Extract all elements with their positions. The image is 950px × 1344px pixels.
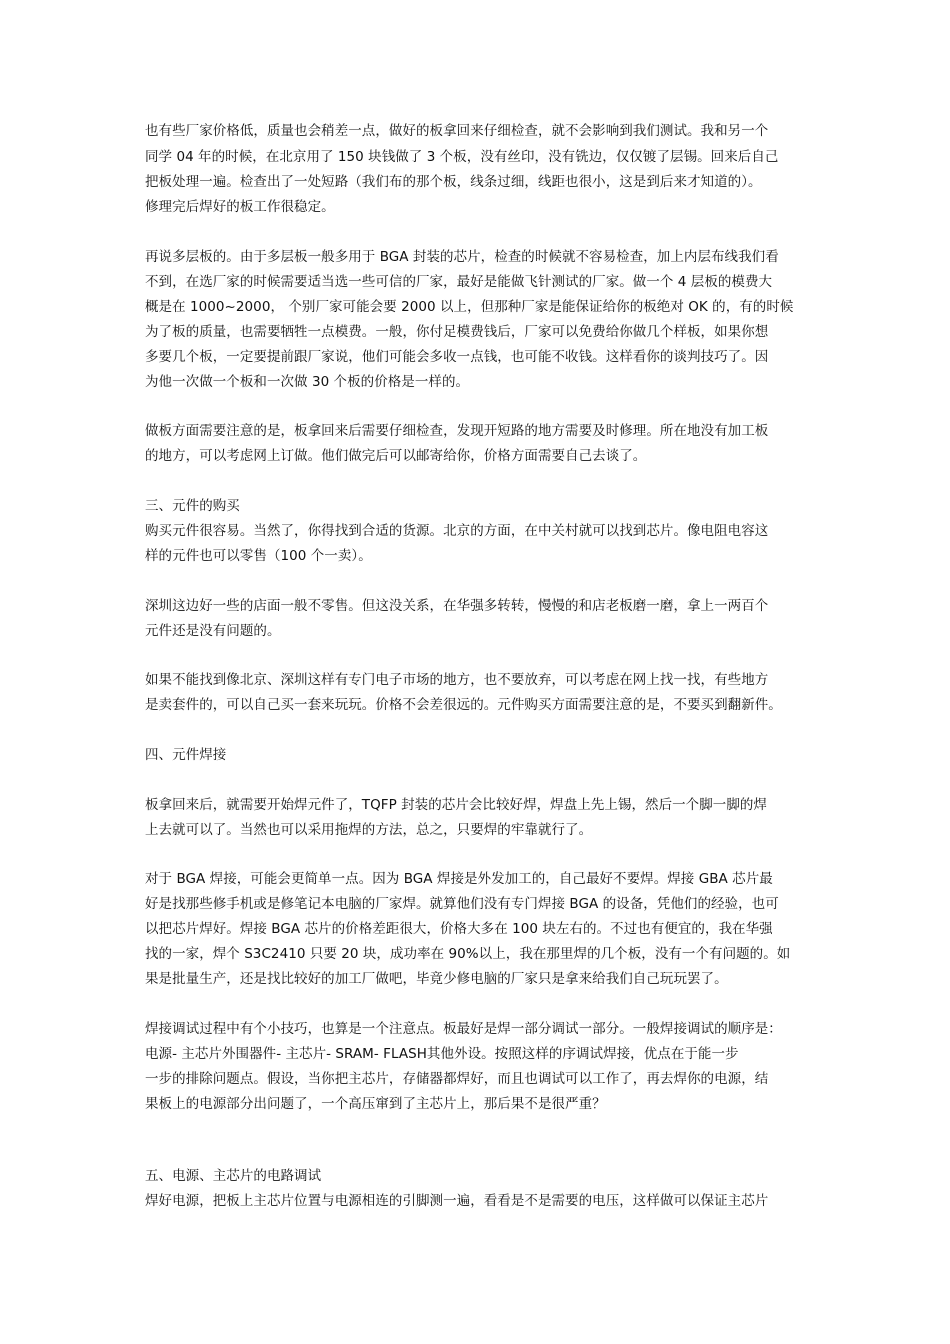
paragraph-line: 为了板的质量，也需要牺牲一点模费。一般，你付足模费钱后，厂家可以免费给你做几个样板，如果你想 (145, 324, 769, 340)
paragraph-line: 做板方面需要注意的是，板拿回来后需要仔细检查，发现开短路的地方需要及时修理。所在地没有加工板 (145, 423, 769, 439)
section-heading: 四、元件焊接 (145, 747, 227, 763)
paragraph-line: 一步的排除问题点。假设，当你把主芯片，存储器都焊好，而且也调试可以工作了，再去焊你的电源，结 (145, 1071, 769, 1087)
paragraph-line: 再说多层板的。由于多层板一般多用于 BGA 封装的芯片，检查的时候就不容易检查，加上内层布线我们看 (145, 249, 779, 265)
paragraph-line: 修理完后焊好的板工作很稳定。 (145, 199, 335, 215)
paragraph-line: 找的一家，焊个 S3C2410 只要 20 块，成功率在 90%以上，我在那里焊的几个板，没有一个有问题的。如 (145, 946, 791, 962)
paragraph-line: 概是在 1000~2000， 个别厂家可能会要 2000 以上，但那种厂家是能保证给你的板绝对 OK 的，有的时候 (145, 299, 794, 315)
paragraph-line: 板拿回来后，就需要开始焊元件了，TQFP 封装的芯片会比较好焊，焊盘上先上锡，然后一个脚一脚的焊 (145, 797, 767, 813)
paragraph-line: 如果不能找到像北京、深圳这样有专门电子市场的地方，也不要放弃，可以考虑在网上找一找，有些地方 (145, 672, 769, 688)
paragraph-line: 不到，在选厂家的时候需要适当选一些可信的厂家，最好是能做飞针测试的厂家。做一个 4 层板的模费大 (145, 274, 773, 290)
paragraph-line: 样的元件也可以零售（100 个一卖）。 (145, 548, 372, 564)
paragraph-line: 以把芯片焊好。焊接 BGA 芯片的价格差距很大，价格大多在 100 块左右的。不过也有便宜的，我在华强 (145, 921, 773, 937)
paragraph-line: 果是批量生产，还是找比较好的加工厂做吧，毕竟少修电脑的厂家只是拿来给我们自己玩玩罢了。 (145, 971, 728, 987)
paragraph-line: 把板处理一遍。检查出了一处短路（我们布的那个板，线条过细，线距也很小，这是到后来才知道的）。 (145, 174, 762, 190)
paragraph-line: 是卖套件的，可以自己买一套来玩玩。价格不会差很远的。元件购买方面需要注意的是，不要买到翻新件。 (145, 697, 782, 713)
paragraph-line: 同学 04 年的时候，在北京用了 150 块钱做了 3 个板，没有丝印，没有铣边，仅仅镀了层锡。回来后自己 (145, 149, 779, 165)
paragraph-line: 电源- 主芯片外围器件- 主芯片- SRAM- FLASH其他外设。按照这样的序调试焊接，优点在于能一步 (145, 1046, 739, 1062)
paragraph-line: 深圳这边好一些的店面一般不零售。但这没关系，在华强多转转，慢慢的和店老板磨一磨，拿上一两百个 (145, 598, 769, 614)
paragraph-line: 好是找那些修手机或是修笔记本电脑的厂家焊。就算他们没有专门焊接 BGA 的设备，凭他们的经验，也可 (145, 896, 779, 912)
paragraph-line: 对于 BGA 焊接，可能会更简单一点。因为 BGA 焊接是外发加工的，自己最好不要焊。焊接 GBA 芯片最 (145, 871, 773, 887)
paragraph-line: 果板上的电源部分出问题了，一个高压窜到了主芯片上，那后果不是很严重？ (145, 1096, 606, 1112)
paragraph-line: 为他一次做一个板和一次做 30 个板的价格是一样的。 (145, 374, 470, 390)
section-heading: 五、电源、主芯片的电路调试 (145, 1168, 322, 1184)
paragraph-line: 上去就可以了。当然也可以采用拖焊的方法，总之，只要焊的牢靠就行了。 (145, 822, 593, 838)
paragraph-line: 也有些厂家价格低，质量也会稍差一点，做好的板拿回来仔细检查，就不会影响到我们测试。我和另一个 (145, 123, 769, 139)
paragraph-line: 多要几个板，一定要提前跟厂家说，他们可能会多收一点钱，也可能不收钱。这样看你的谈判技巧了。因 (145, 349, 769, 365)
paragraph-line: 购买元件很容易。当然了，你得找到合适的货源。北京的方面，在中关村就可以找到芯片。像电阻电容这 (145, 523, 769, 539)
paragraph-line: 元件还是没有问题的。 (145, 623, 281, 639)
paragraph-line: 的地方，可以考虑网上订做。他们做完后可以邮寄给你，价格方面需要自己去谈了。 (145, 448, 647, 464)
paragraph-line: 焊好电源，把板上主芯片位置与电源相连的引脚测一遍，看看是不是需要的电压，这样做可以保证主芯片 (145, 1193, 769, 1209)
paragraph-line: 焊接调试过程中有个小技巧，也算是一个注意点。板最好是焊一部分调试一部分。一般焊接调试的顺序是： (145, 1021, 782, 1037)
section-heading: 三、元件的购买 (145, 498, 240, 514)
